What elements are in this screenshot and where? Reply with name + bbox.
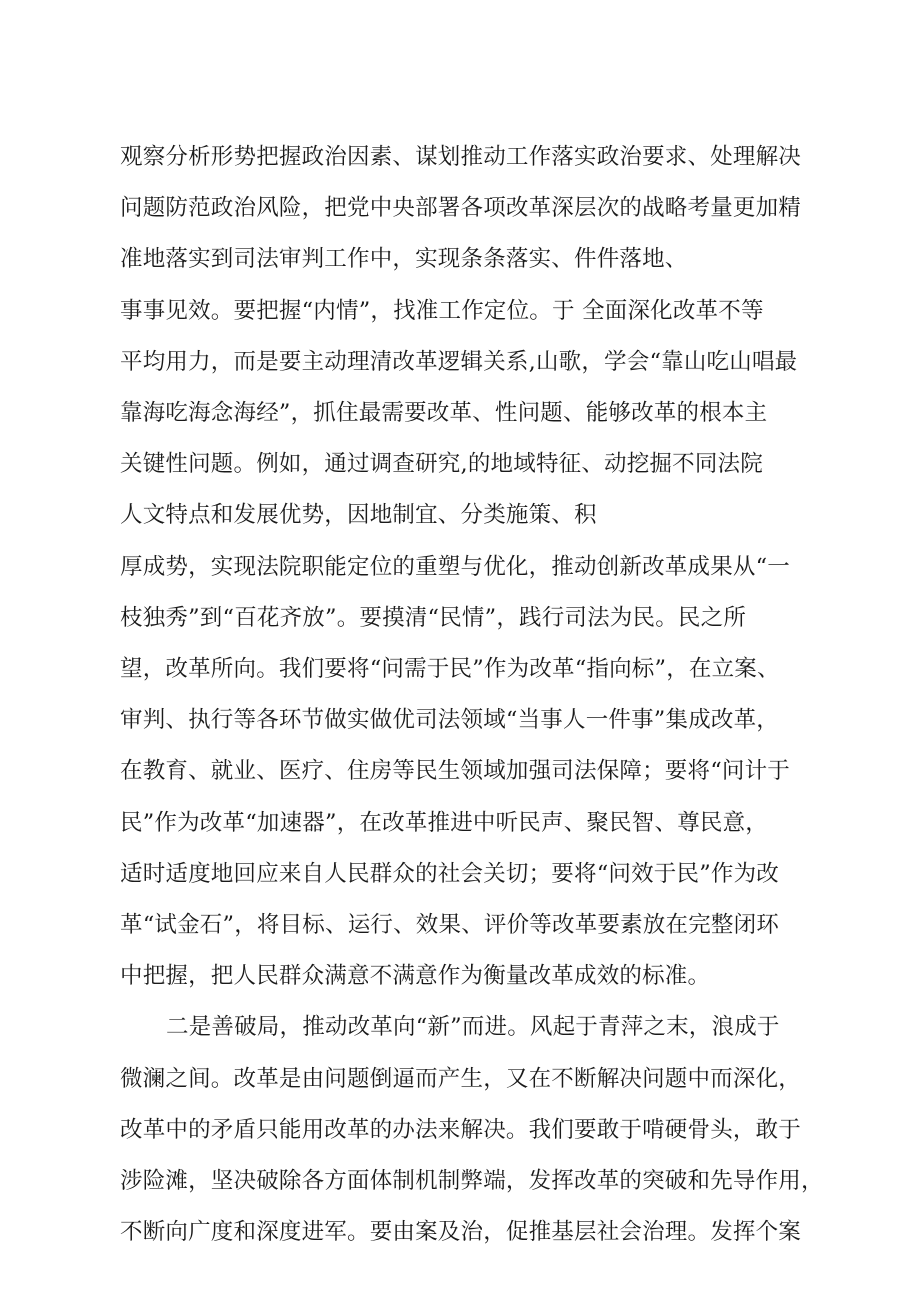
text-line: 不断向广度和深度进军。要由案及治，促推基层社会治理。发挥个案 (120, 1219, 802, 1245)
text-line: 审判、执行等各环节做实做优司法领域“当事人一件事”集成改革， (120, 707, 780, 733)
text-line: 观察分析形势把握政治因素、谋划推动工作落实政治要求、处理解决 (120, 144, 802, 170)
text-line: 涉险滩，坚决破除各方面体制机制弊端，发挥改革的突破和先导作用， (120, 1168, 824, 1194)
text-line: 在教育、就业、医疗、住房等民生领域加强司法保障；要将“问计于 (120, 758, 791, 784)
text-line: 微澜之间。改革是由问题倒逼而产生，又在不断解决问题中而深化， (120, 1066, 802, 1092)
text-line: 民”作为改革“加速器”，在改革推进中听民声、聚民智、尊民意， (120, 810, 769, 836)
text-line: 人文特点和发展优势，因地制宜、分类施策、积 (120, 502, 597, 528)
text-line: 枝独秀”到“百花齐放”。要摸清“民情”，践行司法为民。民之所 (120, 605, 747, 631)
text-line: 厚成势，实现法院职能定位的重塑与优化，推动创新改革成果从“一 (120, 554, 791, 580)
text-line: 关键性问题。例如，通过调查研究,的地域特征、动挖掘不同法院 (120, 451, 763, 477)
text-line: 事事见效。要把握“内情”，找准工作定位。于 全面深化改革不等 (120, 298, 764, 324)
text-line: 问题防范政治风险，把党中央部署各项改革深层次的战略考量更加精 (120, 195, 802, 221)
paragraph-first-line: 二是善破局，推动改革向“新”而进。风起于青萍之末，浪成于 (166, 1014, 780, 1040)
text-line: 中把握，把人民群众满意不满意作为衡量改革成效的标准。 (120, 963, 711, 989)
text-line: 平均用力，而是要主动理清改革逻辑关系,山歌，学会“靠山吃山唱最 (120, 349, 798, 375)
text-line: 革“试金石”，将目标、运行、效果、评价等改革要素放在完整闭环 (120, 912, 780, 938)
text-line: 靠海吃海念海经”，抓住最需要改革、性问题、能够改革的根本主 (120, 400, 768, 426)
text-line: 改革中的矛盾只能用改革的办法来解决。我们要敢于啃硬骨头，敢于 (120, 1117, 802, 1143)
text-line: 适时适度地回应来自人民群众的社会关切；要将“问效于民”作为改 (120, 861, 780, 887)
text-line: 准地落实到司法审判工作中，实现条条落实、件件落地、 (120, 246, 688, 272)
text-line: 望，改革所向。我们要将“问需于民”作为改革“指向标”，在立案、 (120, 656, 780, 682)
